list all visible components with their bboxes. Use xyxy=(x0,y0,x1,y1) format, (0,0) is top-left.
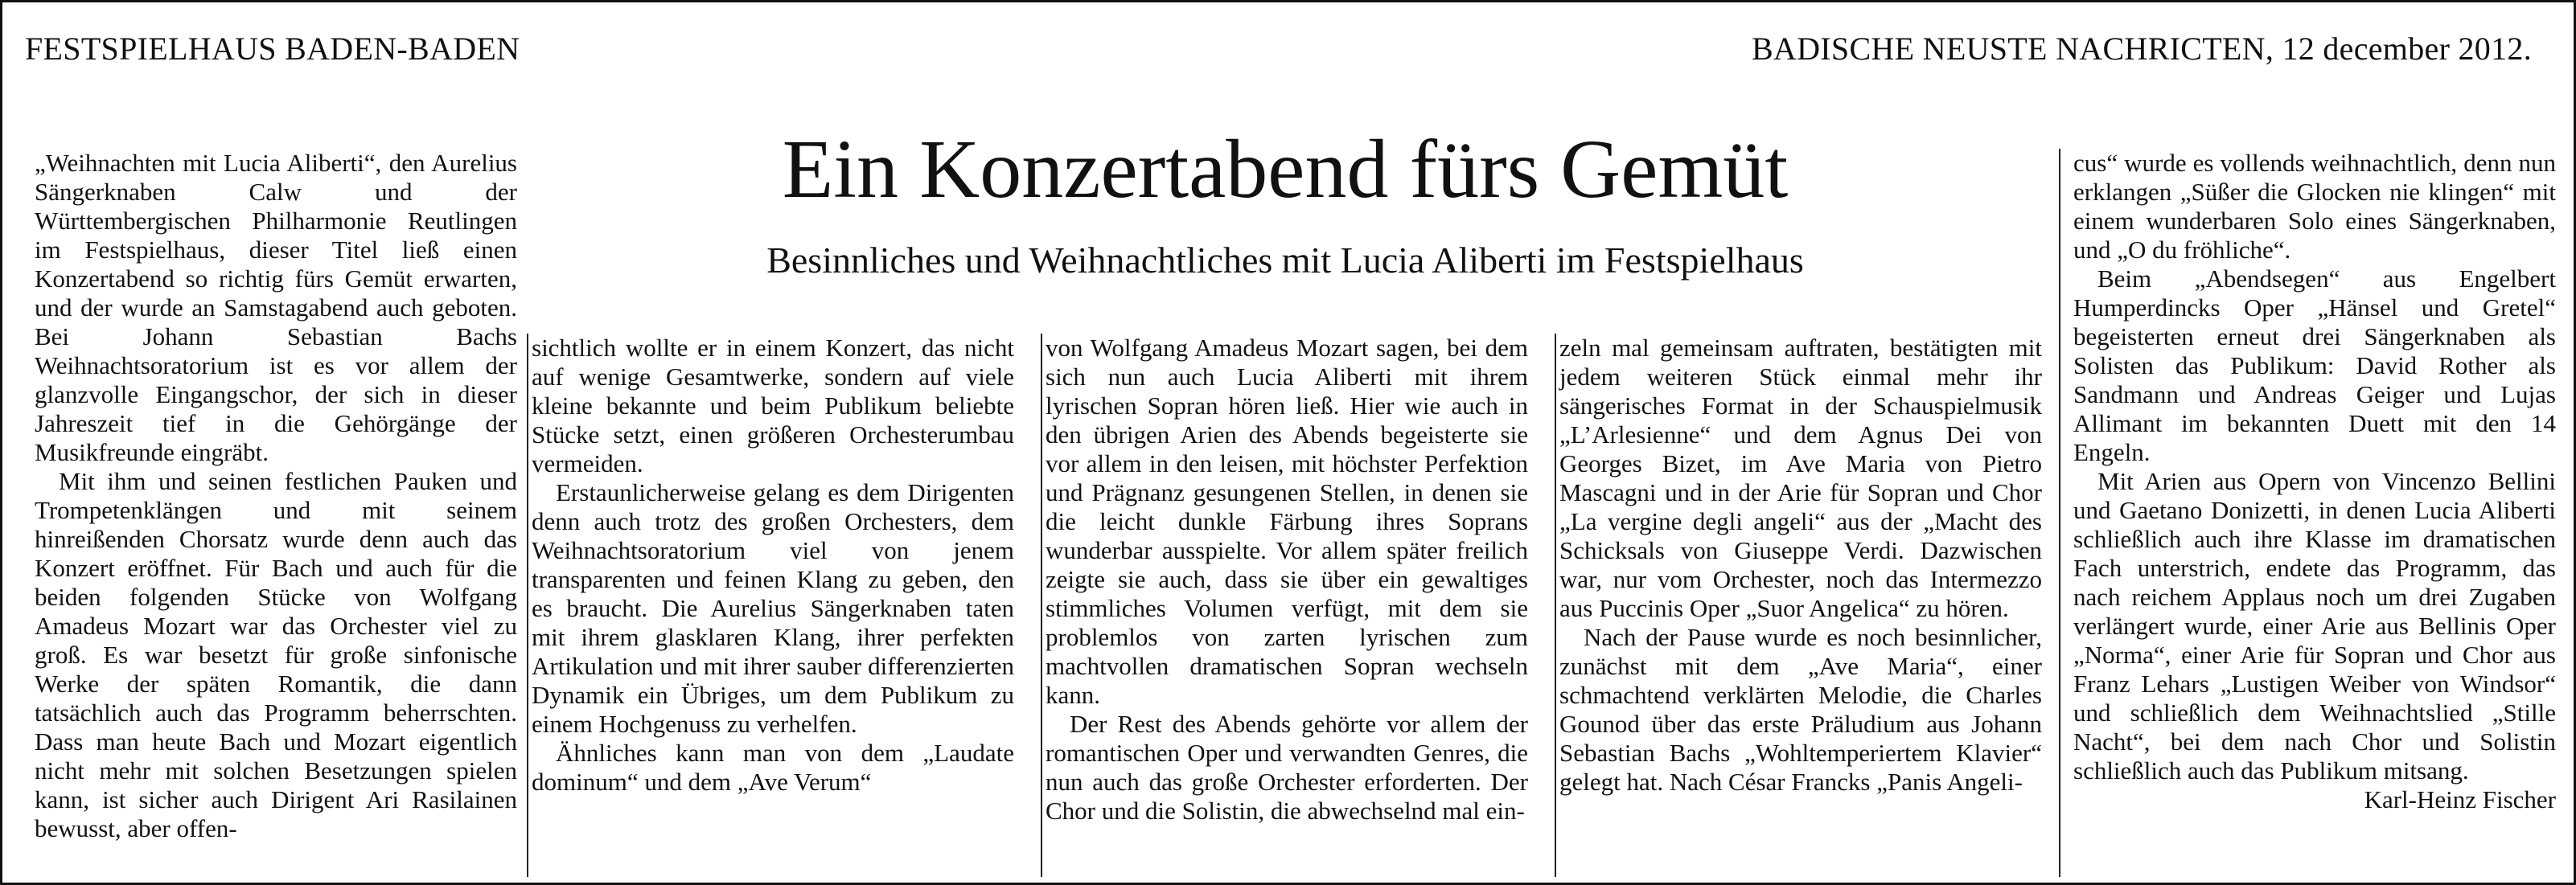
paragraph: cus“ wurde es vollends weihnachtlich, denn nun erklangen „Süßer die Glocken nie klingen“ mit einem wunderbaren Solo eines Sängerknaben, und „O du fröhliche“. xyxy=(2073,149,2556,264)
venue-header: FESTSPIELHAUS BADEN-BADEN xyxy=(25,31,520,67)
paragraph: Nach der Pause wurde es noch besinnlicher, zunächst mit dem „Ave Maria“, einer schmachtend verklärten Melodie, die Charles Gounod über das erste Präludium aus Johann Sebastian Bachs „Wohltemperiertem Klavier“ gelegt hat. Nach César Francks „Panis Angeli- xyxy=(1559,623,2042,796)
author-byline: Karl-Heinz Fischer xyxy=(2364,785,2556,813)
article-subheadline: Besinnliches und Weihnachtliches mit Lucia Aliberti im Festspielhaus xyxy=(766,240,1804,281)
column-divider xyxy=(2059,149,2060,877)
paragraph: Ähnliches kann man von dem „Laudate dominum“ und dem „Ave Verum“ xyxy=(532,739,1014,796)
article-headline: Ein Konzertabend fürs Gemüt xyxy=(782,123,1789,215)
paragraph: sichtlich wollte er in einem Konzert, das nicht auf wenige Gesamtwerke, sondern auf viele kleine bekannte und beim Publikum beliebte Stücke setzt, einen größeren Orchesterumbau vermeiden. xyxy=(532,334,1014,477)
paragraph: Mit ihm und seinen festlichen Pauken und Trompetenklängen und mit seinem hinreißenden Chorsatz wurde denn auch das Konzert eröffnet. Für Bach und auch für die beiden folgenden Stücke von Wolfgang Amadeus Mozart war das Orchester viel zu groß. Es war besetzt für große sinfonische Werke der späten Romantik, die dann tatsächlich auch das Programm beherrschten. Dass man heute Bach und Mozart eigentlich nicht mehr mit solchen Besetzungen spielen kann, ist sicher auch Dirigent Ari Rasilainen bewusst, aber offen- xyxy=(35,467,517,842)
article-column-2 xyxy=(532,334,1014,797)
paragraph: Beim „Abendsegen“ aus Engelbert Humperdincks Oper „Hänsel und Gretel“ begeisterten erneut drei Sängerknaben als Solisten das Publikum: David Rother als Sandmann und Andreas Geiger und Lujas Allimant im bekannten Duett mit den 14 Engeln. xyxy=(2073,264,2556,466)
article-column-1 xyxy=(35,149,517,843)
article-column-3 xyxy=(1046,334,1528,826)
article-column-5 xyxy=(2073,149,2556,814)
column-divider xyxy=(527,334,528,877)
publication-dateline: BADISCHE NEUSTE NACHRICTEN, 12 december 2012. xyxy=(1751,31,2532,67)
paragraph: Erstaunlicherweise gelang es dem Dirigenten denn auch trotz des großen Orchesters, dem Weihnachtsoratorium viel von jenem transparenten und feinen Klang zu geben, den es braucht. Die Aurelius Sängerknaben taten mit ihrem glasklaren Klang, ihrer perfekten Artikulation und mit ihrer sauber differenzierten Dynamik ein Übriges, um dem Publikum zu einem Hochgenuss zu verhelfen. xyxy=(532,478,1014,738)
paragraph: Der Rest des Abends gehörte vor allem der romantischen Oper und verwandten Genres, die nun auch das große Orchester erforderten. Der Chor und die Solistin, die abwechselnd mal ein- xyxy=(1046,710,1528,825)
paragraph: von Wolfgang Amadeus Mozart sagen, bei dem sich nun auch Lucia Aliberti mit ihrem lyrischen Sopran hören ließ. Hier wie auch in den übrigen Arien des Abends begeisterte sie vor allem in den leisen, mit höchster Perfektion und Prägnanz gesungenen Stellen, in denen sie die leicht dunkle Färbung ihres Soprans wunderbar ausspielte. Vor allem später freilich zeigte sie auch, dass sie über ein gewaltiges stimmliches Volumen verfügt, mit dem sie problemlos von zarten lyrischen zum machtvollen dramatischen Sopran wechseln kann. xyxy=(1046,334,1528,709)
article-column-4 xyxy=(1559,334,2042,797)
column-divider xyxy=(1555,334,1556,877)
column-divider xyxy=(1041,334,1042,877)
paragraph: „Weihnachten mit Lucia Aliberti“, den Aurelius Sängerknaben Calw und der Württembergischen Philharmonie Reutlingen im Festspielhaus, dieser Titel ließ einen Konzertabend so richtig fürs Gemüt erwarten, und der wurde an Samstagabend auch geboten. Bei Johann Sebastian Bachs Weihnachtsoratorium ist es vor allem der glanzvolle Eingangschor, der sich in dieser Jahreszeit tief in die Gehörgänge der Musikfreunde eingräbt. xyxy=(35,149,517,466)
paragraph: zeln mal gemeinsam auftraten, bestätigten mit jedem weiteren Stück einmal mehr ihr sängerisches Format in der Schauspielmusik „L’Arlesienne“ und dem Agnus Dei von Georges Bizet, im Ave Maria von Pietro Mascagni und in der Arie für Sopran und Chor „La vergine degli angeli“ aus der „Macht des Schicksals von Giuseppe Verdi. Dazwischen war, nur vom Orchester, noch das Intermezzo aus Puccinis Oper „Suor Angelica“ zu hören. xyxy=(1559,334,2042,622)
paragraph: Mit Arien aus Opern von Vincenzo Bellini und Gaetano Donizetti, in denen Lucia Aliberti schließlich auch ihre Klasse im dramatischen Fach unterstrich, endete das Programm, das nach reichem Applaus noch um drei Zugaben verlängert wurde, einer Arie aus Bellinis Oper „Norma“, einer Arie für Sopran und Chor aus Franz Lehars „Lustigen Weiber von Windsor“ und schließlich dem Weihnachtslied „Stille Nacht“, bei dem nach Chor und Solistin schließlich auch das Publikum mitsang. xyxy=(2073,467,2556,785)
